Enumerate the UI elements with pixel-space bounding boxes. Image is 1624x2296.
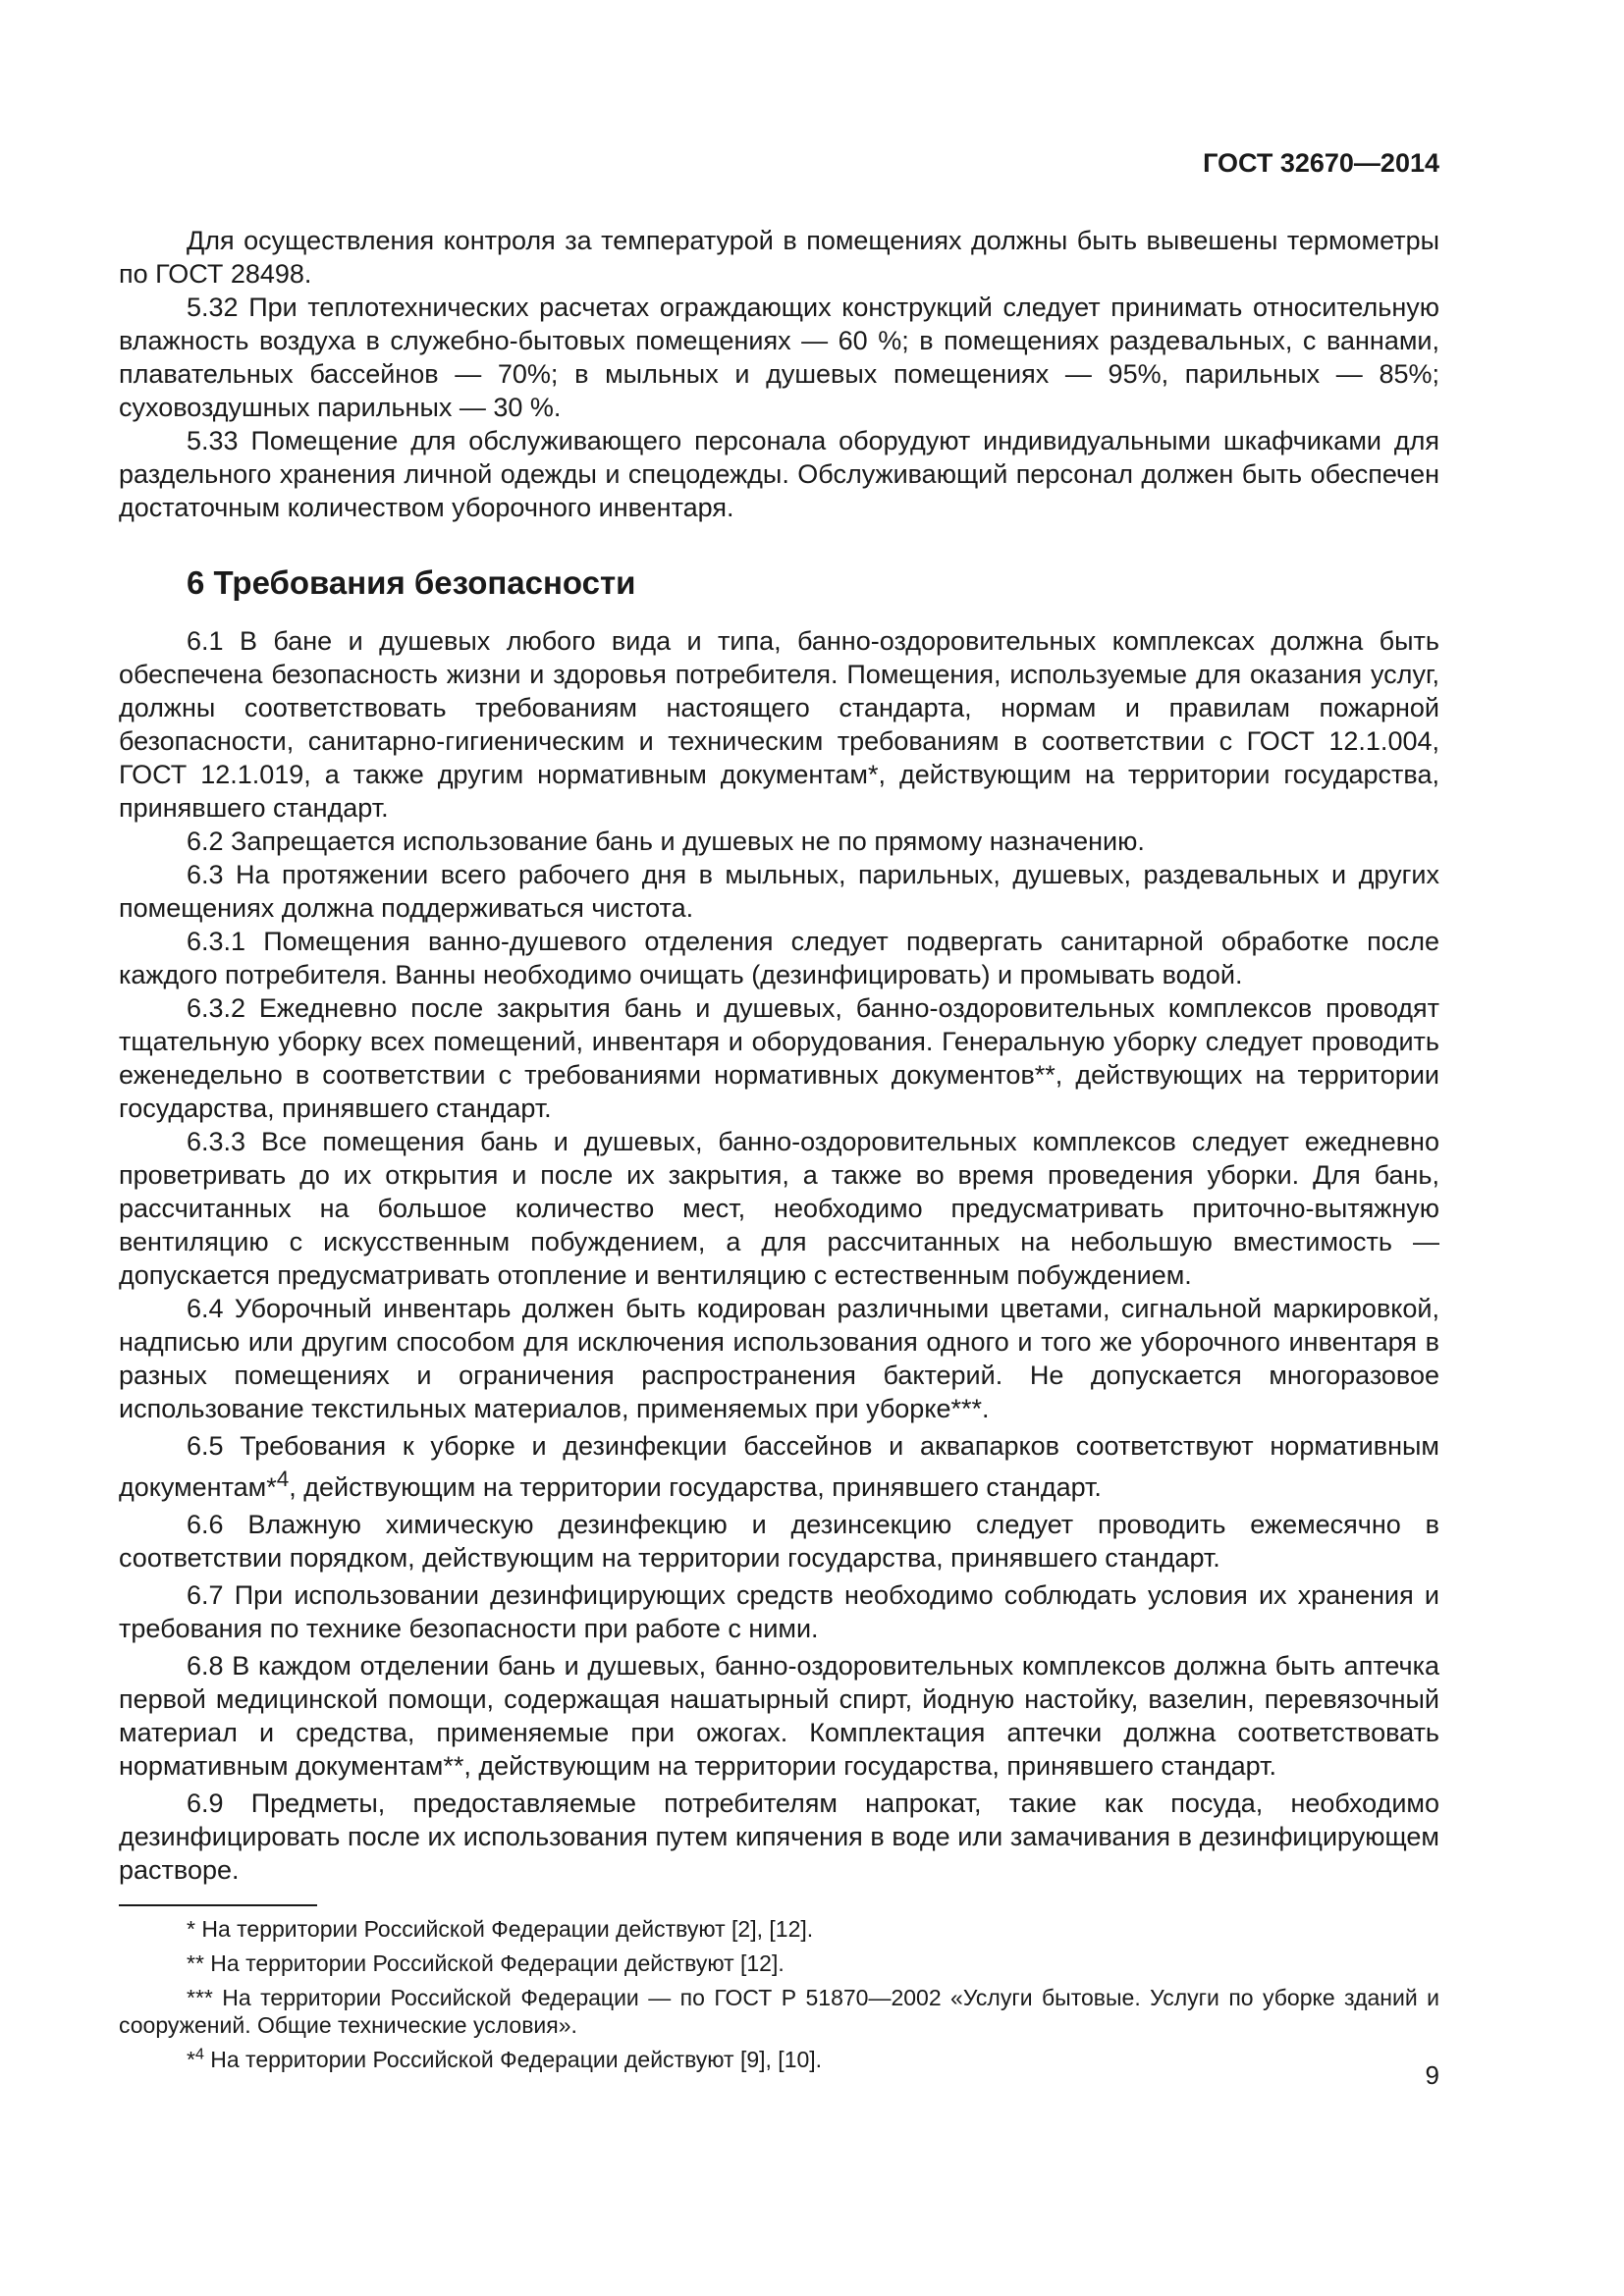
footnote-1: * На территории Российской Федерации действуют [2], [12].: [187, 1916, 814, 1942]
paragraph-6-3: 6.3 На протяжении всего рабочего дня в мыльных, парильных, душевых, раздевальных и других помещениях должна поддерживаться чистота.: [119, 860, 1439, 923]
paragraph-6-8: 6.8 В каждом отделении бань и душевых, банно-оздоровительных комплексов должна быть аптечка первой медицинской помощи, содержащая нашатырный спирт, йодную настойку, вазелин, перевязочный материал и средства, применяемые при ожогах. Комплектация аптечки должна соответствовать нормативным документам**, действующим на территории государства, принявшего стандарт.: [119, 1651, 1439, 1781]
paragraph-6-5: [119, 1429, 1439, 1504]
paragraph-6-5-tail: , действующим на территории государства, принявшего стандарт.: [289, 1472, 1102, 1502]
paragraph-6-5-text: 6.5 Требования к уборке и дезинфекции бассейнов и аквапарков соответствуют нормативным документам*: [119, 1431, 1439, 1502]
footnote-4-sup: 4: [194, 2046, 204, 2063]
paragraph-5-32: 5.32 При теплотехнических расчетах ограждающих конструкций следует принимать относительную влажность воздуха в служебно-бытовых помещениях — 60 %; в помещениях раздевальных, с ваннами, плавательных бассейнов — 70%; в мыльных и душевых помещениях — 95%, парильных — 85%; суховоздушных парильных — 30 %.: [119, 293, 1439, 422]
footnotes: [119, 1915, 1439, 2080]
footnote-ref-4: 4: [276, 1467, 290, 1491]
paragraph-6-1: 6.1 В бане и душевых любого вида и типа, банно-оздоровительных комплексах должна быть обеспечена безопасность жизни и здоровья потребителя. Помещения, используемые для оказания услуг, должны соответствовать требованиям настоящего стандарта, нормам и правилам пожарной безопасности, санитарно-гигиеническим и техническим требованиям в соответствии с ГОСТ 12.1.004, ГОСТ 12.1.019, а также другим нормативным документам*, действующим на территории государства, принявшего стандарт.: [119, 626, 1439, 823]
paragraph-thermometers: Для осуществления контроля за температурой в помещениях должны быть вывешены термометры по ГОСТ 28498.: [119, 226, 1439, 289]
document-code-header: ГОСТ 32670—2014: [1203, 148, 1439, 178]
paragraph-6-6: 6.6 Влажную химическую дезинфекцию и дезинсекцию следует проводить ежемесячно в соответствии порядком, действующим на территории государства, принявшего стандарт.: [119, 1510, 1439, 1573]
footnote-4-mark: *: [187, 2047, 195, 2072]
footnote-4: [119, 2046, 1439, 2073]
paragraph-6-3-3: 6.3.3 Все помещения бань и душевых, банно-оздоровительных комплексов следует ежедневно проветривать до их открытия и после их закрытия, а также во время проведения уборки. Для бань, рассчитанных на большое количество мест, необходимо предусматривать приточно-вытяжную вентиляцию с искусственным побуждением, а для рассчитанных на небольшую вместимость — допускается предусматривать отопление и вентиляцию с естественным побуждением.: [119, 1127, 1439, 1290]
footnote-2: ** На территории Российской Федерации действуют [12].: [187, 1950, 785, 1976]
paragraph-5-33: 5.33 Помещение для обслуживающего персонала оборудуют индивидуальными шкафчиками для раздельного хранения личной одежды и спецодежды. Обслуживающий персонал должен быть обеспечен достаточным количеством уборочного инвентаря.: [119, 426, 1439, 522]
paragraph-6-3-1: 6.3.1 Помещения ванно-душевого отделения следует подвергать санитарной обработке после каждого потребителя. Ванны необходимо очищать (дезинфицировать) и промывать водой.: [119, 927, 1439, 989]
paragraph-6-2: 6.2 Запрещается использование бань и душевых не по прямому назначению.: [187, 827, 1145, 856]
section-6-title: 6 Требования безопасности: [187, 564, 636, 601]
section-5-continuation: [119, 224, 1439, 524]
paragraph-6-4: 6.4 Уборочный инвентарь должен быть кодирован различными цветами, сигнальной маркировкой, надписью или другим способом для исключения использования одного и того же уборочного инвентаря в разных помещениях и ограничения распространения бактерий. Не допускается многоразовое использование текстильных материалов, применяемых при уборке***.: [119, 1294, 1439, 1423]
paragraph-6-7: 6.7 При использовании дезинфицирующих средств необходимо соблюдать условия их хранения и требования по технике безопасности при работе с ними.: [119, 1580, 1439, 1643]
footnote-separator: [119, 1904, 317, 1906]
paragraph-6-3-2: 6.3.2 Ежедневно после закрытия бань и душевых, банно-оздоровительных комплексов проводят тщательную уборку всех помещений, инвентаря и оборудования. Генеральную уборку следует проводить еженедельно в соответствии с требованиями нормативных документов**, действующих на территории государства, принявшего стандарт.: [119, 993, 1439, 1123]
paragraph-6-9: 6.9 Предметы, предоставляемые потребителям напрокат, такие как посуда, необходимо дезинфицировать после их использования путем кипячения в воде или замачивания в дезинфицирующем растворе.: [119, 1789, 1439, 1885]
footnote-3: *** На территории Российской Федерации — по ГОСТ Р 51870—2002 «Услуги бытовые. Услуги по уборке зданий и сооружений. Общие технические условия».: [119, 1985, 1439, 2038]
page-number: 9: [1425, 2060, 1439, 2090]
footnote-4-text: На территории Российской Федерации действуют [9], [10].: [203, 2047, 823, 2072]
section-6-body: [119, 624, 1439, 1887]
